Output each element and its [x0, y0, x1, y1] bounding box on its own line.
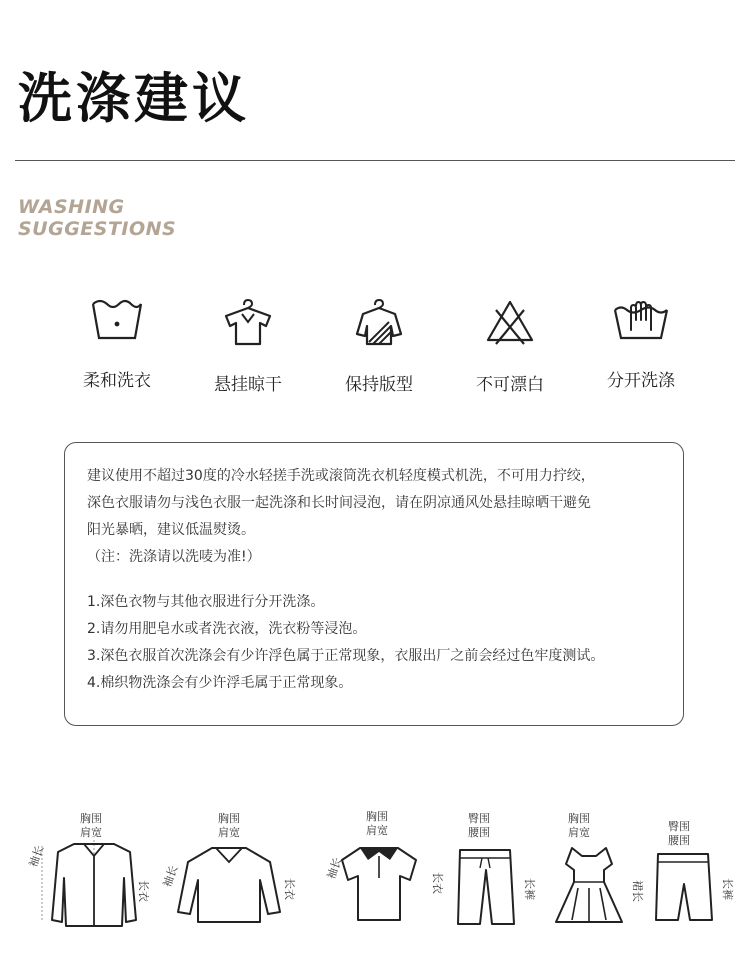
note-list: [87, 589, 661, 697]
care-label-keep-shape: 保持版型: [345, 375, 413, 395]
measurement-guide: [20, 808, 740, 948]
page-title: 洗涤建议: [18, 67, 250, 130]
care-label-hang-dry: 悬挂晾干: [214, 375, 282, 395]
care-item-hang-dry: [183, 296, 313, 395]
subtitle-line-2: SUGGESTIONS: [18, 218, 177, 240]
care-item-hand-wash: [576, 296, 706, 391]
shorts-length-label: 长裤: [721, 878, 734, 900]
jacket-icon: [26, 808, 150, 933]
note-list-item: 4.棉织物洗涤会有少许浮毛属于正常现象。: [87, 675, 353, 691]
polo-sleeve-label: 袖长: [324, 855, 345, 882]
note-list-item: 2.请勿用肥皂水或者洗衣液，洗衣粉等浸泡。: [87, 621, 367, 637]
jacket-sleeve-label: 袖长: [26, 843, 47, 870]
sweater-shoulder-label: 肩宽: [218, 826, 240, 839]
subtitle-english: [18, 196, 176, 240]
jacket-chest-label: 胸围: [80, 812, 102, 825]
pants-length-label: 长裤: [523, 878, 536, 900]
gentle-wash-icon: [89, 296, 145, 344]
sweater-length-label: 长衣: [283, 878, 296, 900]
dress-length-label: 裙长: [631, 880, 644, 902]
note-disclaimer: （注：洗涤请以洗唛为准!）: [87, 549, 261, 565]
note-paragraph-line-1: 建议使用不超过30度的冷水轻搓手洗或滚筒洗衣机轻度模式机洗，不可用力拧绞，: [87, 468, 595, 484]
care-item-keep-shape: [314, 296, 444, 395]
hang-dry-icon: [220, 296, 276, 348]
shorts-icon: [648, 808, 738, 933]
pants-hip-label: 臀围: [468, 812, 490, 825]
care-item-no-bleach: [445, 296, 575, 395]
polo-shoulder-label: 肩宽: [366, 824, 388, 837]
dress-shoulder-label: 肩宽: [568, 826, 590, 839]
care-label-gentle-wash: 柔和洗衣: [83, 371, 151, 391]
jacket-shoulder-label: 肩宽: [80, 826, 102, 839]
polo-chest-label: 胸围: [366, 810, 388, 823]
note-list-item: 3.深色衣服首次洗涤会有少许浮色属于正常现象，衣服出厂之前会经过色牢度测试。: [87, 648, 605, 664]
care-label-no-bleach: 不可漂白: [476, 375, 544, 395]
note-paragraph-line-3: 阳光暴晒，建议低温熨烫。: [87, 522, 255, 538]
shorts-waist-label: 腰围: [668, 834, 690, 847]
hand-wash-icon: [611, 296, 671, 344]
sweater-sleeve-label: 袖长: [160, 863, 181, 890]
no-bleach-icon: [482, 296, 538, 348]
shorts-hip-label: 臀围: [668, 820, 690, 833]
dress-chest-label: 胸围: [568, 812, 590, 825]
keep-shape-icon: [351, 296, 407, 348]
title-divider: [15, 160, 735, 161]
polo-length-label: 长衣: [431, 872, 444, 894]
note-list-item: 1.深色衣物与其他衣服进行分开洗涤。: [87, 594, 325, 610]
sweater-icon: [160, 808, 295, 933]
note-paragraph-line-2: 深色衣服请勿与浅色衣服一起洗涤和长时间浸泡，请在阴凉通风处悬挂晾晒干避免: [87, 495, 591, 511]
sweater-chest-label: 胸围: [218, 812, 240, 825]
pants-icon: [450, 808, 540, 933]
pants-waist-label: 腰围: [468, 826, 490, 839]
care-label-hand-wash: 分开洗涤: [607, 371, 675, 391]
dress-icon: [548, 808, 648, 933]
care-item-gentle-wash: [52, 296, 182, 391]
polo-shirt-icon: [310, 808, 450, 933]
care-icons-row: [52, 296, 712, 406]
washing-notes-box: [64, 442, 684, 726]
subtitle-line-1: WASHING: [18, 196, 125, 218]
jacket-length-label: 长衣: [137, 880, 150, 902]
